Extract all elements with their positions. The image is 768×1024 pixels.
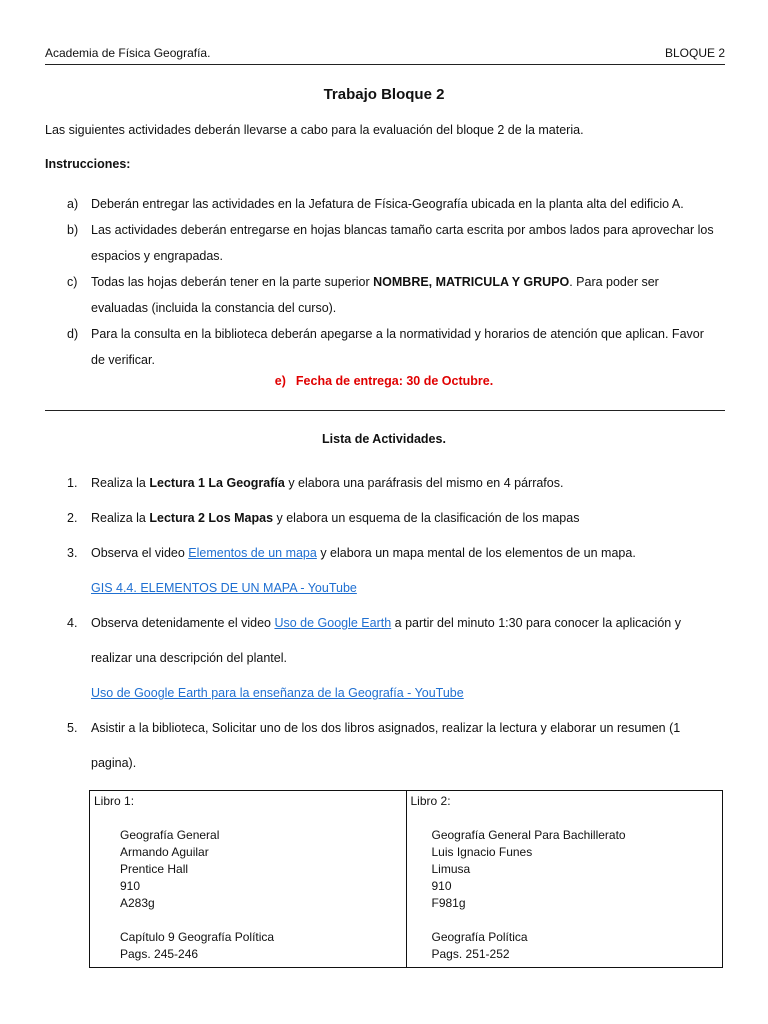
book-pages: Pags. 245-246 [120, 947, 199, 961]
activity-text-post: y elabora un mapa mental de los elementos de un mapa. [316, 546, 636, 560]
book-class-number: 910 [431, 879, 452, 893]
instruction-text: Deberán entregar las actividades en la Jefatura de Física-Geografía ubicada en la planta alta del edificio A. [91, 197, 684, 211]
activity-text-pre: Observa detenidamente el video [91, 616, 275, 630]
instruction-item [45, 321, 718, 373]
book-cell-2 [406, 791, 723, 968]
activity-text-post: y elabora un esquema de la clasificación de los mapas [273, 511, 580, 525]
document-title: Trabajo Bloque 2 [323, 86, 445, 103]
instruction-marker: b) [67, 223, 79, 237]
instruction-item [45, 191, 718, 217]
activity-text-post: a partir del minuto 1:30 para conocer la aplicación y realizar una descripción del plantel. [91, 616, 681, 665]
book-cutter-code: A283g [120, 896, 155, 910]
instruction-text-post: . Para poder ser evaluadas (incluida la constancia del curso). [91, 275, 659, 315]
activity-text-bold: Lectura 2 Los Mapas [149, 511, 274, 525]
deadline-line [0, 374, 768, 388]
instruction-text-pre: Todas las hojas deberán tener en la parte superior [91, 275, 374, 289]
activity-item [45, 466, 718, 501]
book-publisher: Limusa [431, 862, 471, 876]
instruction-text: Para la consulta en la biblioteca deberán apegarse a la normatividad y horarios de atención que aplican. Favor de verificar. [91, 327, 704, 367]
activity-text: Asistir a la biblioteca, Solicitar uno de los dos libros asignados, realizar la lectura y elaborar un resumen (1 pagina). [91, 721, 681, 770]
instruction-text: Las actividades deberán entregarse en hojas blancas tamaño carta escrita por ambos lados para aprovechar los espacios y engrapadas. [91, 223, 714, 263]
book-cell-1 [90, 791, 407, 968]
deadline-text: Fecha de entrega: 30 de Octubre. [295, 374, 494, 388]
book-title: Geografía General [120, 828, 220, 842]
books-table [89, 790, 723, 968]
activity-number: 2. [67, 511, 78, 525]
book-cutter-code: F981g [431, 896, 466, 910]
instruction-item [45, 217, 718, 269]
header-right-text: BLOQUE 2 [664, 46, 725, 60]
header-left-text: Academia de Física Geografía. [45, 46, 211, 60]
activity-item [45, 501, 718, 536]
book-chapter: Capítulo 9 Geografía Política [120, 930, 275, 944]
activity-number: 1. [67, 476, 78, 490]
instruction-text-bold: NOMBRE, MATRICULA Y GRUPO [373, 275, 570, 289]
instruction-marker: c) [67, 275, 78, 289]
book-author: Armando Aguilar [120, 845, 209, 859]
deadline-marker: e) [274, 374, 286, 388]
book-title: Geografía General Para Bachillerato [431, 828, 626, 842]
activity-number: 3. [67, 546, 78, 560]
activities-list [45, 466, 718, 781]
activity-text-post: y elabora una paráfrasis del mismo en 4 párrafos. [284, 476, 564, 490]
book-chapter: Geografía Política [431, 930, 528, 944]
page-header [45, 46, 725, 65]
activity-text-pre: Realiza la [91, 511, 150, 525]
book-heading: Libro 1: [94, 794, 135, 808]
activity-text-pre: Realiza la [91, 476, 150, 490]
instruction-marker: d) [67, 327, 79, 341]
activity-item [45, 536, 718, 606]
activities-title: Lista de Actividades. [322, 432, 446, 446]
activity-text-bold: Lectura 1 La Geografía [149, 476, 285, 490]
instruction-marker: a) [67, 197, 79, 211]
activity-number: 4. [67, 616, 78, 630]
intro-paragraph: Las siguientes actividades deberán llevarse a cabo para la evaluación del bloque 2 de la materia. [45, 123, 584, 137]
book-class-number: 910 [120, 879, 141, 893]
video-link-google-earth[interactable]: Uso de Google Earth [274, 616, 392, 630]
instructions-label: Instrucciones: [45, 157, 131, 171]
activity-item [45, 606, 718, 711]
activity-item [45, 711, 718, 781]
activity-number: 5. [67, 721, 78, 735]
instruction-item [45, 269, 718, 321]
section-divider [45, 410, 725, 411]
youtube-link-google-earth[interactable]: Uso de Google Earth para la enseñanza de la Geografía - YouTube [91, 686, 464, 700]
book-heading: Libro 2: [410, 794, 451, 808]
activity-text-pre: Observa el video [91, 546, 189, 560]
book-pages: Pags. 251-252 [431, 947, 510, 961]
youtube-link-elementos[interactable]: GIS 4.4. ELEMENTOS DE UN MAPA - YouTube [91, 581, 357, 595]
instructions-list [45, 191, 718, 373]
book-author: Luis Ignacio Funes [431, 845, 533, 859]
book-publisher: Prentice Hall [120, 862, 189, 876]
video-link-elementos[interactable]: Elementos de un mapa [188, 546, 317, 560]
